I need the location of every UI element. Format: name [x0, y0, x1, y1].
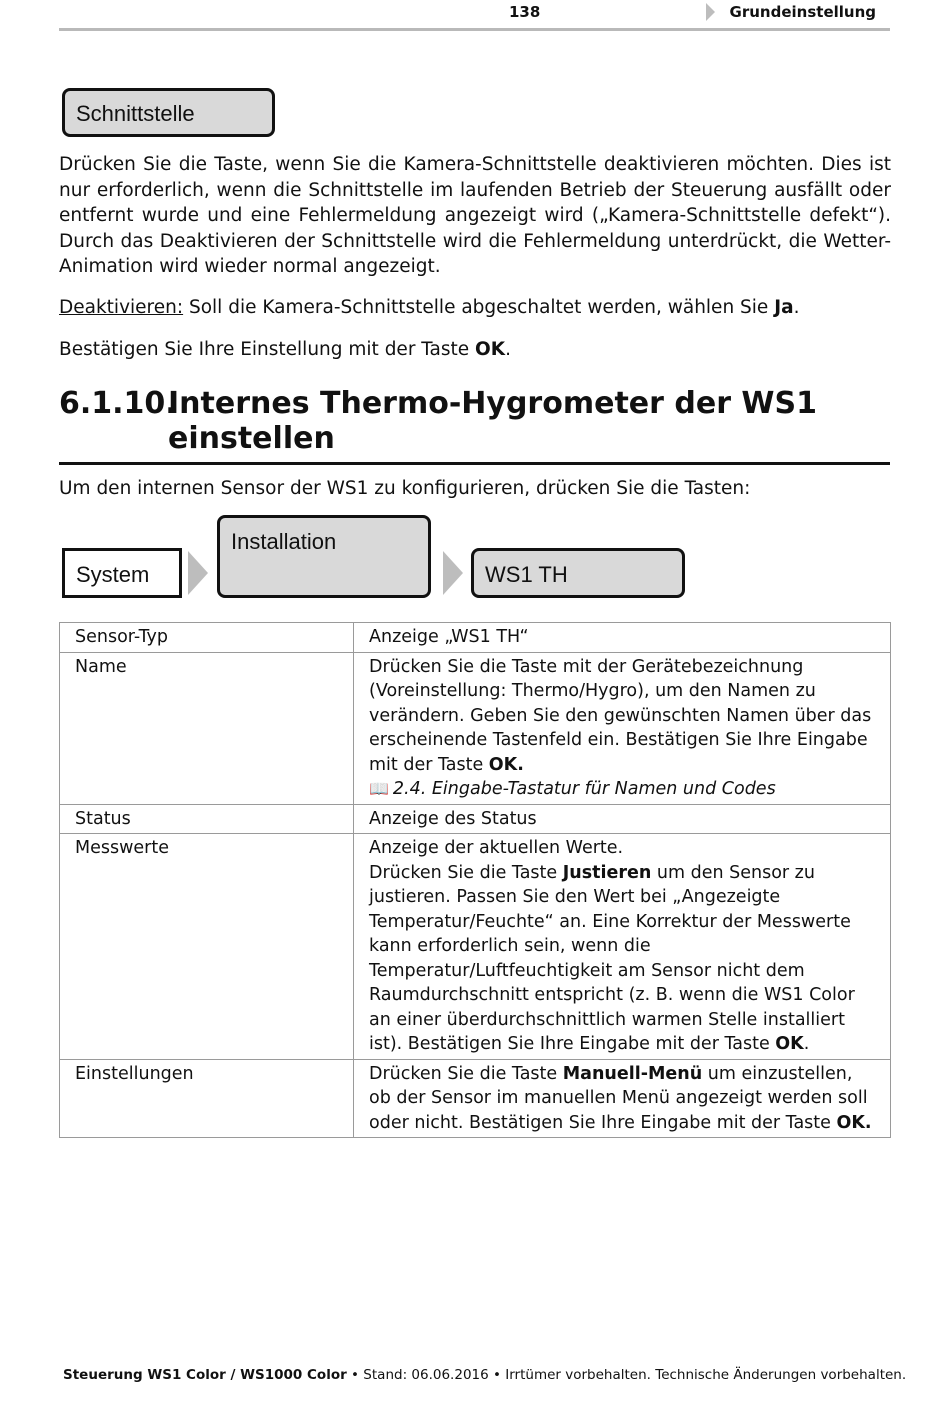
- name-text: Drücken Sie die Taste mit der Gerätebezeichnung (Voreinstellung: Thermo/Hygro), um den Namen zu verändern. Geben Sie den gewünschten Namen über das erscheinende Tastenfeld ein. Bestätigen Sie Ihre Eingabe mit der Taste: [369, 656, 872, 775]
- confirm-end: .: [505, 339, 511, 360]
- schnittstelle-button[interactable]: Schnittstelle: [62, 88, 275, 137]
- messwerte-line1: Anzeige der aktuellen Werte.: [369, 838, 624, 858]
- table-key: Sensor-Typ: [60, 623, 354, 653]
- chapter-marker-icon: [706, 3, 715, 21]
- deactivate-text: Soll die Kamera-Schnittstelle abgeschaltet werden, wählen Sie: [183, 297, 775, 318]
- einstellungen-manuell: Manuell-Menü: [562, 1063, 703, 1084]
- deactivate-paragraph: [59, 295, 891, 321]
- table-key: Status: [60, 804, 354, 834]
- table-value: Anzeige „WS1 TH“: [354, 623, 891, 653]
- name-ok: OK.: [488, 754, 524, 775]
- einstellungen-pre: Drücken Sie die Taste: [369, 1063, 563, 1084]
- table-row: [60, 804, 891, 834]
- table-value: [354, 652, 891, 804]
- deactivate-label: Deaktivieren:: [59, 297, 184, 318]
- messwerte-ok: OK: [775, 1034, 804, 1054]
- table-value: [354, 1059, 891, 1138]
- deactivate-bold: Ja: [774, 297, 794, 318]
- section-heading: [59, 386, 890, 465]
- settings-table: [59, 622, 891, 1138]
- section-number: 6.1.10.: [59, 386, 177, 421]
- reference-text: 2.4. Eingabe-Tastatur für Namen und Codes: [392, 779, 776, 799]
- section-title-line1: Internes Thermo-Hygrometer der WS1: [168, 386, 817, 421]
- messwerte-mid: um den Sensor zu justieren. Passen Sie den Wert bei „Angezeigte Temperatur/Feuchte“ an. Eine Korrektur der Messwerte kann erforderlich sein, wenn die Temperatur/Luftfeuchtigkeit am Sensor nicht dem Raumdurchschnitt entspricht (z. B. wenn die WS1 Color an einer überdurchschnittlich warmen Stelle installiert ist). Bestätigen Sie Ihre Eingabe mit der Taste: [369, 862, 855, 1054]
- messwerte-end: .: [803, 1034, 810, 1054]
- ws1th-button[interactable]: WS1 TH: [471, 548, 685, 598]
- chapter-title: Grundeinstellung: [729, 3, 876, 21]
- page-footer: [63, 1367, 906, 1383]
- table-key: Messwerte: [60, 834, 354, 1060]
- table-key: Einstellungen: [60, 1059, 354, 1138]
- page-number: 138: [509, 3, 541, 21]
- section-title-line2: einstellen: [168, 421, 335, 456]
- confirm-text: Bestätigen Sie Ihre Einstellung mit der Taste: [59, 339, 476, 360]
- table-value: Anzeige des Status: [354, 804, 891, 834]
- arrow-right-icon: [188, 551, 208, 595]
- table-row: [60, 623, 891, 653]
- table-row: [60, 652, 891, 804]
- reference-link[interactable]: [369, 779, 776, 799]
- system-button[interactable]: System: [62, 548, 182, 598]
- confirm-bold: OK: [475, 339, 506, 360]
- installation-button[interactable]: Installation: [217, 515, 431, 598]
- einstellungen-mid: um einzustellen, ob der Sensor im manuellen Menü angezeigt werden soll oder nicht. Bestätigen Sie Ihre Eingabe mit der Taste: [369, 1063, 868, 1133]
- einstellungen-ok: OK.: [836, 1112, 872, 1133]
- table-value: [354, 834, 891, 1060]
- confirm-paragraph: [59, 337, 891, 363]
- messwerte-justieren: Justieren: [562, 862, 652, 883]
- arrow-right-icon: [443, 551, 463, 595]
- table-key: Name: [60, 652, 354, 804]
- section-intro: Um den internen Sensor der WS1 zu konfigurieren, drücken Sie die Tasten:: [59, 478, 751, 499]
- footer-product: Steuerung WS1 Color / WS1000 Color: [63, 1367, 347, 1383]
- table-row: [60, 1059, 891, 1138]
- page-header: [59, 0, 890, 31]
- messwerte-pre: Drücken Sie die Taste: [369, 862, 563, 883]
- footer-rest: • Stand: 06.06.2016 • Irrtümer vorbehalten. Technische Änderungen vorbehalten.: [346, 1367, 907, 1383]
- deactivate-end: .: [793, 297, 800, 318]
- intro-paragraph: Drücken Sie die Taste, wenn Sie die Kamera-Schnittstelle deaktivieren möchten. Dies ist nur erforderlich, wenn die Schnittstelle im laufenden Betrieb der Steuerung ausfällt oder entfernt wurde und eine Fehlermeldung angezeigt wird („Kamera-Schnittstelle defekt“). Durch das Deaktivieren der Schnittstelle wird die Fehlermeldung unterdrückt, die Wetter-Animation wird wieder normal angezeigt.: [59, 154, 891, 277]
- table-row: [60, 834, 891, 1060]
- book-icon: 📖: [369, 779, 389, 798]
